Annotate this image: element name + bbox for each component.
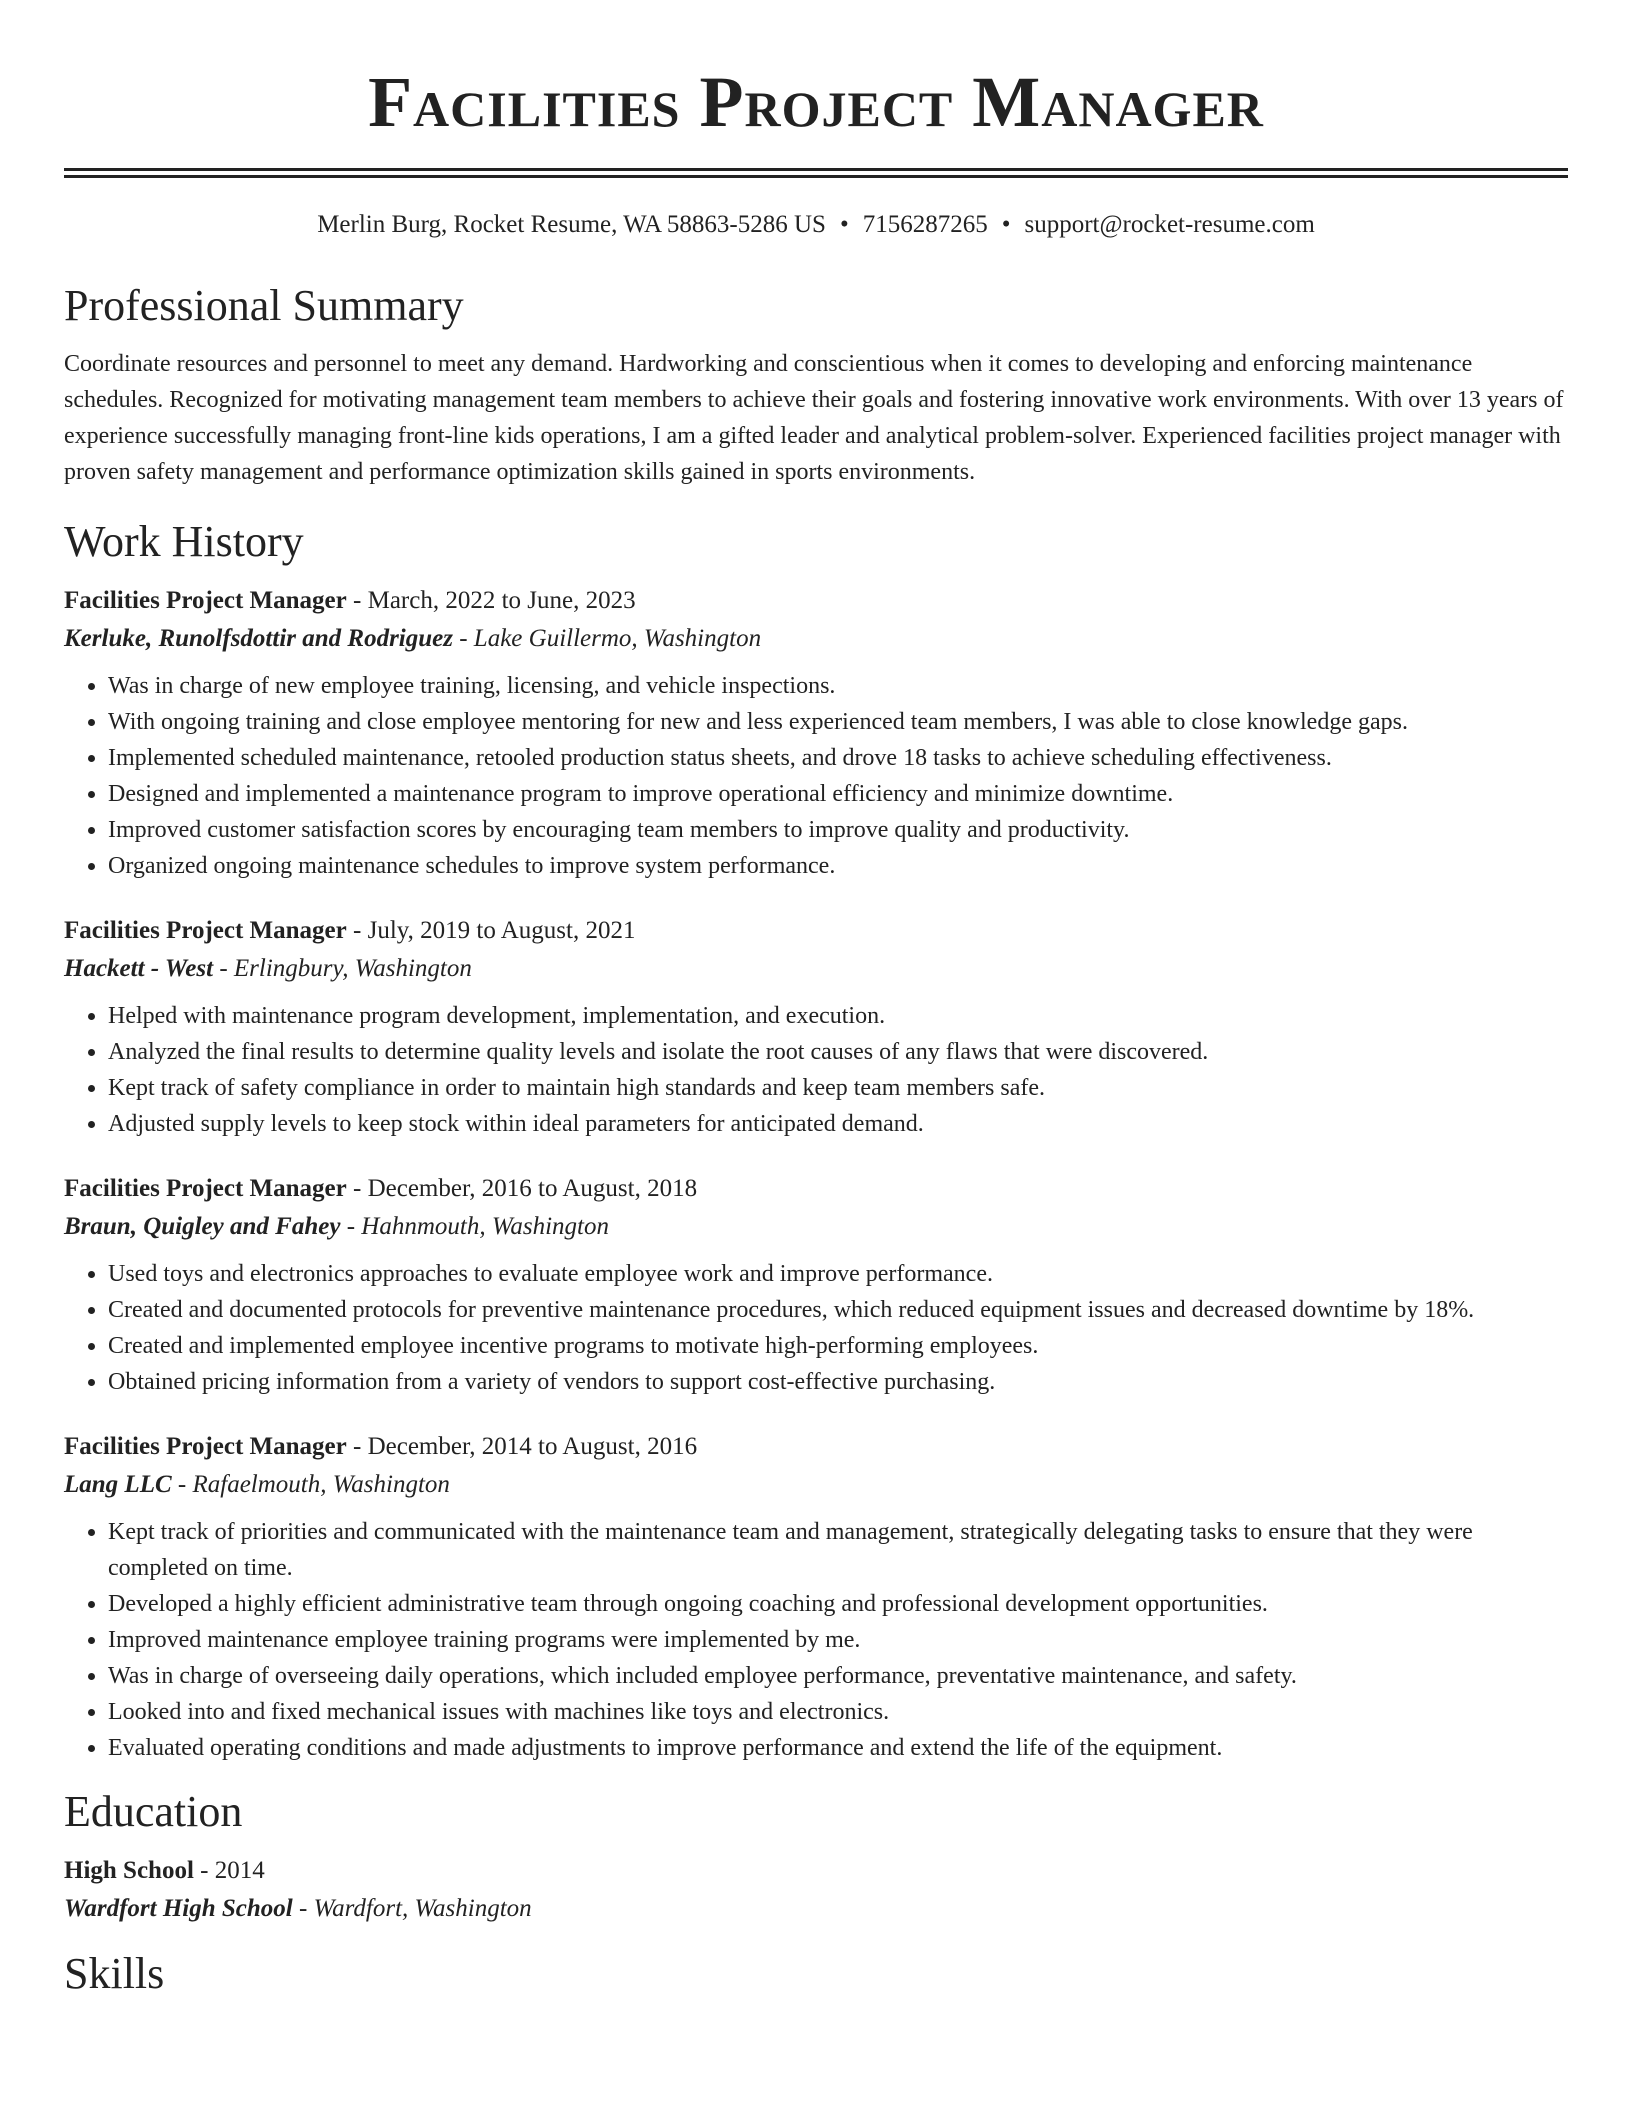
- job-entry: [64, 582, 1568, 884]
- job-bullet: • Kept track of safety compliance in order to maintain high standards and keep team members safe.: [108, 1070, 1568, 1106]
- education-degree-line: [64, 1852, 1568, 1890]
- job-bullet-list: [64, 998, 1568, 1142]
- job-title-line: [64, 1170, 1568, 1208]
- job-bullet: • Used toys and electronics approaches to evaluate employee work and improve performance.: [108, 1256, 1568, 1292]
- job-bullet: • Was in charge of new employee training, licensing, and vehicle inspections.: [108, 668, 1568, 704]
- job-bullet-list: [64, 668, 1568, 884]
- job-company: Hackett - West: [64, 955, 214, 982]
- contact-line: [64, 210, 1568, 240]
- job-bullet: • Was in charge of overseeing daily operations, which included employee performance, preventative maintenance, and safety.: [108, 1658, 1568, 1694]
- job-bullet: • Designed and implemented a maintenance program to improve operational efficiency and minimize downtime.: [108, 776, 1568, 812]
- education-degree: High School: [64, 1857, 194, 1884]
- job-entry: [64, 1428, 1568, 1766]
- job-bullet: • Helped with maintenance program development, implementation, and execution.: [108, 998, 1568, 1034]
- summary-section-title: Professional Summary: [64, 281, 464, 330]
- job-bullet: • Organized ongoing maintenance schedules to improve system performance.: [108, 848, 1568, 884]
- education-year: - 2014: [193, 1857, 265, 1884]
- education-section-title: Education: [64, 1787, 243, 1836]
- job-company: Braun, Quigley and Fahey: [64, 1213, 341, 1240]
- job-location: - Rafaelmouth, Washington: [171, 1471, 450, 1498]
- education-school-line: [64, 1890, 1568, 1928]
- job-bullet-list: [64, 1514, 1568, 1766]
- job-bullet: • Implemented scheduled maintenance, retooled production status sheets, and drove 18 tasks to achieve scheduling effectiveness.: [108, 740, 1568, 776]
- work-history-section-title: Work History: [64, 517, 304, 566]
- job-title-line: [64, 1428, 1568, 1466]
- job-bullet: • Analyzed the final results to determine quality levels and isolate the root causes of any flaws that were discovered.: [108, 1034, 1568, 1070]
- contact-separator: •: [1001, 211, 1011, 238]
- resume-page: [64, 0, 1568, 2000]
- job-company-line: [64, 620, 1568, 658]
- job-bullet: • Improved maintenance employee training programs were implemented by me.: [108, 1622, 1568, 1658]
- job-title: Facilities Project Manager: [64, 587, 347, 614]
- job-bullet: • Improved customer satisfaction scores by encouraging team members to improve quality and productivity.: [108, 812, 1568, 848]
- job-title: Facilities Project Manager: [64, 1175, 347, 1202]
- job-dates: - December, 2014 to August, 2016: [346, 1433, 698, 1460]
- job-location: - Lake Guillermo, Washington: [452, 625, 762, 652]
- job-dates: - December, 2016 to August, 2018: [346, 1175, 698, 1202]
- job-location: - Erlingbury, Washington: [213, 955, 472, 982]
- job-bullet: • Adjusted supply levels to keep stock within ideal parameters for anticipated demand.: [108, 1106, 1568, 1142]
- job-company: Kerluke, Runolfsdottir and Rodriguez: [64, 625, 453, 652]
- education-school: Wardfort High School: [64, 1895, 293, 1922]
- education-location: - Wardfort, Washington: [292, 1895, 532, 1922]
- job-title-line: [64, 582, 1568, 620]
- job-dates: - March, 2022 to June, 2023: [346, 587, 636, 614]
- education-entry: [64, 1852, 1568, 1928]
- job-company-line: [64, 1208, 1568, 1246]
- job-bullet: • Obtained pricing information from a variety of vendors to support cost-effective purchasing.: [108, 1364, 1568, 1400]
- summary-text: Coordinate resources and personnel to meet any demand. Hardworking and conscientious when it comes to developing and enforcing maintenance schedules. Recognized for motivating management team members to achieve their goals and fostering innovative work environments. With over 13 years of experience successfully managing front-line kids operations, I am a gifted leader and analytical problem-solver. Experienced facilities project manager with proven safety management and performance optimization skills gained in sports environments.: [64, 351, 1564, 485]
- skills-section-title: Skills: [64, 1949, 165, 1998]
- job-bullet: • Created and documented protocols for preventive maintenance procedures, which reduced equipment issues and decreased downtime by 18%.: [108, 1292, 1568, 1328]
- job-title: Facilities Project Manager: [64, 1433, 347, 1460]
- contact-phone: 7156287265: [862, 211, 988, 238]
- job-bullet: • Created and implemented employee incentive programs to motivate high-performing employees.: [108, 1328, 1568, 1364]
- contact-email: support@rocket-resume.com: [1024, 211, 1315, 238]
- job-bullet: • Kept track of priorities and communicated with the maintenance team and management, strategically delegating tasks to ensure that they were completed on time.: [108, 1514, 1568, 1586]
- job-company: Lang LLC: [64, 1471, 172, 1498]
- job-bullet: • Evaluated operating conditions and made adjustments to improve performance and extend the life of the equipment.: [108, 1730, 1568, 1766]
- job-company-line: [64, 1466, 1568, 1504]
- job-entry: [64, 912, 1568, 1142]
- resume-name-heading: Facilities Project Manager: [368, 62, 1264, 142]
- job-title: Facilities Project Manager: [64, 917, 347, 944]
- contact-address: Merlin Burg, Rocket Resume, WA 58863-5286 US: [317, 211, 826, 238]
- job-bullet: • Looked into and fixed mechanical issues with machines like toys and electronics.: [108, 1694, 1568, 1730]
- job-title-line: [64, 912, 1568, 950]
- header-double-rule: [64, 168, 1568, 178]
- contact-separator: •: [839, 211, 849, 238]
- job-entry: [64, 1170, 1568, 1400]
- job-bullet: • Developed a highly efficient administrative team through ongoing coaching and professional development opportunities.: [108, 1586, 1568, 1622]
- job-bullet-list: [64, 1256, 1568, 1400]
- job-dates: - July, 2019 to August, 2021: [346, 917, 636, 944]
- job-company-line: [64, 950, 1568, 988]
- job-location: - Hahnmouth, Washington: [340, 1213, 609, 1240]
- job-bullet: • With ongoing training and close employee mentoring for new and less experienced team members, I was able to close knowledge gaps.: [108, 704, 1568, 740]
